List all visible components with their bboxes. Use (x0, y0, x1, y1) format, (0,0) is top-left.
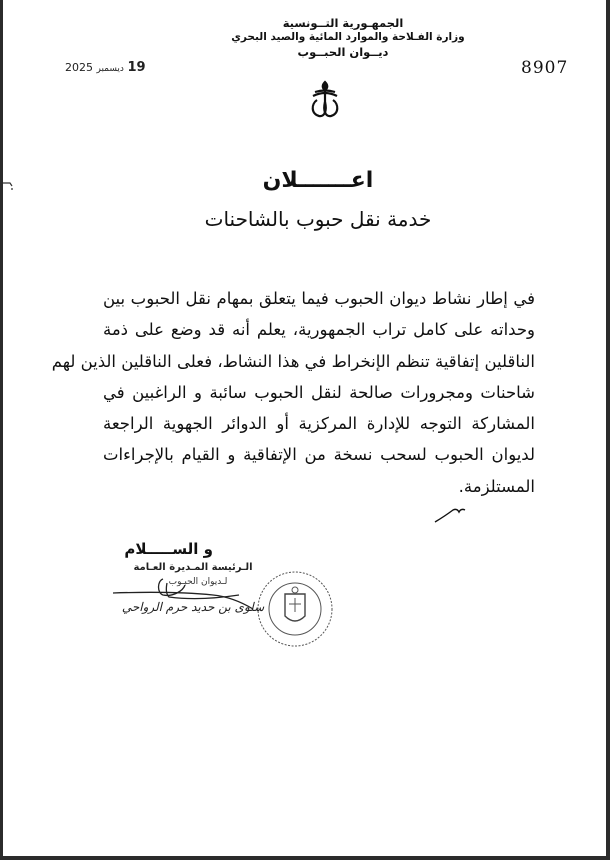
margin-mark (3, 182, 15, 192)
body-line: لديوان الحبوب لسحب نسخة من الإتفاقية و القيام بالإجراءات (103, 445, 535, 465)
date-stamp (65, 60, 146, 75)
announcement-body (51, 283, 535, 502)
official-stamp-icon (255, 568, 335, 650)
initials-mark-icon (433, 502, 473, 526)
grain-office-emblem-icon (303, 78, 347, 122)
body-line: المستلزمة. (458, 476, 535, 496)
closing-salutation: و الســـــلام (124, 540, 213, 558)
header-office: ديــوان الحبــوب (297, 45, 389, 59)
document-page (3, 0, 606, 856)
announcement-title: اعـــــــلان (262, 168, 374, 193)
signatory-name: سلوى بن حديد حرم الرواحي (121, 600, 265, 614)
date-month: ديسمبر (96, 64, 124, 74)
signatory-organization: لـديوان الحبـوب (168, 577, 228, 587)
announcement-subtitle: خدمة نقل حبوب بالشاحنات (204, 207, 432, 231)
body-line: الناقلين إتفاقية تنظم الإنخراط في هذا النشاط، فعلى الناقلين الذين لهم (51, 351, 535, 371)
date-year: 2025 (65, 61, 93, 74)
body-line: في إطار نشاط ديوان الحبوب فيما يتعلق بمهام نقل الحبوب بين (103, 289, 535, 308)
date-day: 19 (127, 60, 146, 75)
body-line: المشاركة التوجه للإدارة المركزية أو الدوائر الجهوية الراجعة (103, 414, 535, 434)
header-ministry: وزارة الفـلاحة والموارد المائية والصيد البحري (231, 31, 465, 43)
body-line: شاحنات ومجرورات صالحة لنقل الحبوب سائبة و الراغبين في (103, 382, 535, 402)
header-country: الجمهـورية التــونسية (282, 16, 404, 30)
body-line: وحداته على كامل تراب الجمهورية، يعلم أنه قد وضع على ذمة (103, 320, 535, 340)
signatory-title: الـرئيسة المـديرة العـامة (133, 562, 253, 573)
reference-number: 8907 (521, 58, 569, 78)
